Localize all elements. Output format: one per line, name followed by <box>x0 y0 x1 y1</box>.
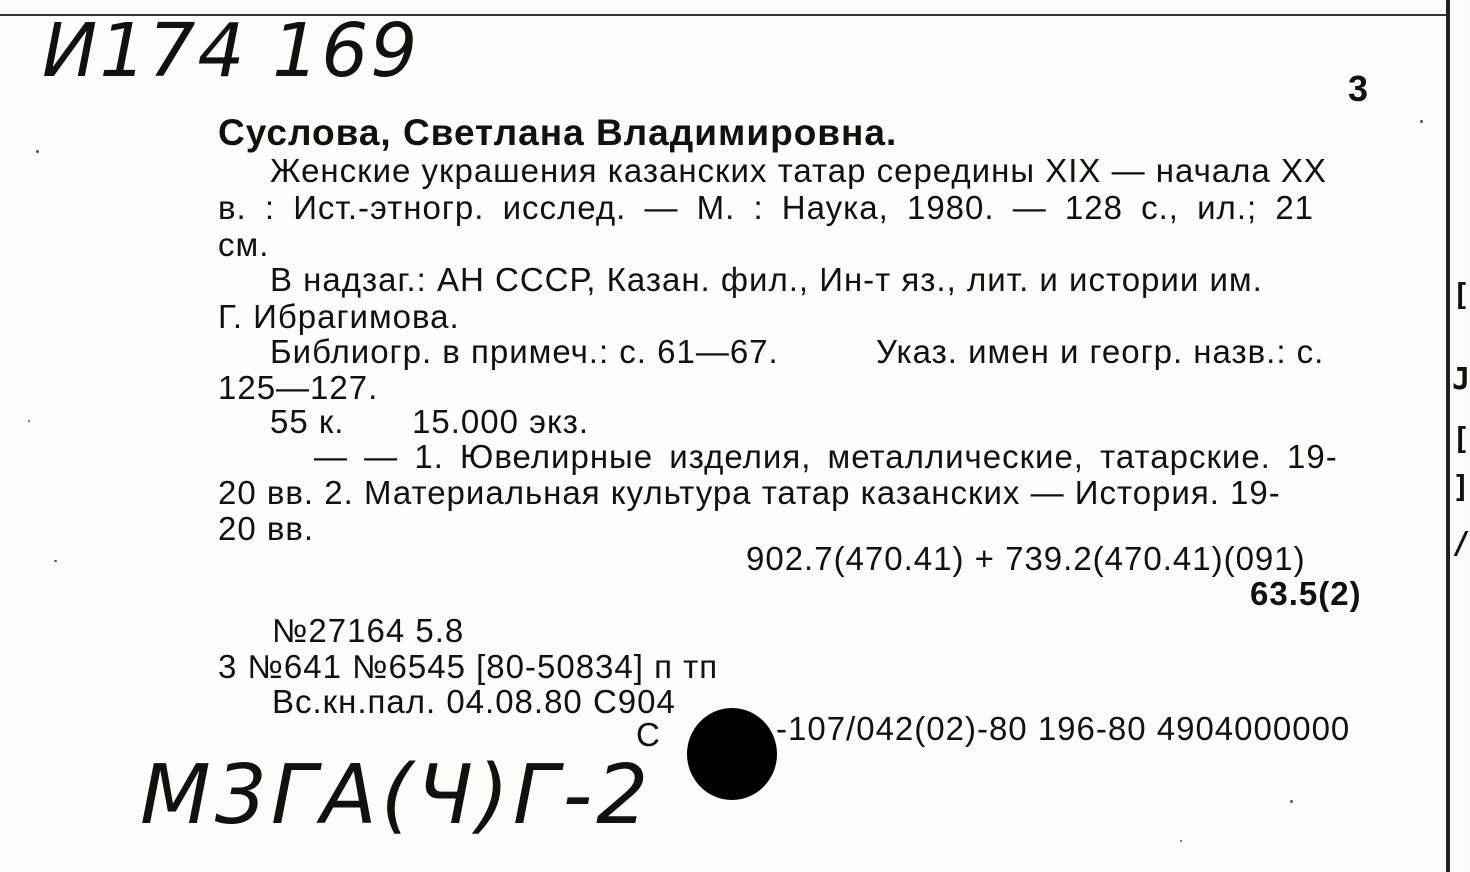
scan-speck <box>1290 800 1293 803</box>
edge-mark-1: [ <box>1452 278 1470 313</box>
description-line-1: Женские украшения казанских татар середины XIX — начала XX <box>270 152 1327 189</box>
edge-mark-3: [ <box>1452 422 1470 457</box>
udc-classification: 902.7(470.41) + 739.2(470.41)(091) <box>746 540 1306 577</box>
print-run: 15.000 экз. <box>412 403 590 440</box>
edge-mark-5: / <box>1452 526 1470 561</box>
bibliography-note: Библиогр. в примеч.: с. 61—67. <box>270 333 779 370</box>
price: 55 к. <box>270 403 345 440</box>
handwritten-shelf-code: И174 169 <box>42 8 420 94</box>
subject-line-1: — — 1. Ювелирные изделия, металлические, татарские. 19- <box>314 438 1338 475</box>
edge-mark-2: J <box>1452 362 1470 397</box>
subject-line-3: 20 вв. <box>218 510 315 547</box>
code-line: -107/042(02)-80 196-80 4904000000 <box>776 710 1351 747</box>
header-note-line-2: Г. Ибрагимова. <box>218 298 460 335</box>
edge-mark-4: ] <box>1452 470 1470 505</box>
scan-speck <box>1180 840 1182 842</box>
header-note-line-1: В надзаг.: АН СССР, Казан. фил., Ин-т яз., лит. и истории им. <box>270 261 1263 298</box>
subject-line-2: 20 вв. 2. Материальная культура татар казанских — История. 19- <box>218 474 1281 511</box>
registry-line: 3 №641 №6545 [80-50834] п тп <box>218 648 719 685</box>
ink-blot <box>687 708 777 800</box>
description-line-2: в. : Ист.-этногр. исслед. — М. : Наука, 1980. — 128 с., ил.; 21 <box>218 189 1315 226</box>
book-chamber-line: Вс.кн.пал. 04.08.80 С904 <box>272 683 676 720</box>
scan-speck <box>36 150 39 153</box>
code-prefix: С <box>636 716 661 753</box>
scan-speck <box>1420 120 1423 123</box>
scan-speck <box>28 420 30 422</box>
description-line-3: см. <box>218 226 270 263</box>
index-note: Указ. имен и геогр. назв.: с. <box>876 333 1325 370</box>
card-number: 3 <box>1348 68 1369 109</box>
author-heading: Суслова, Светлана Владимировна. <box>218 112 898 153</box>
index-pages: 125—127. <box>218 369 379 406</box>
order-number: №27164 5.8 <box>272 612 465 649</box>
card-right-border <box>1446 0 1450 872</box>
bbk-classification: 63.5(2) <box>1250 575 1362 612</box>
handwritten-classification-code: М3ГА(Ч)Г-2 <box>140 748 653 843</box>
scan-speck <box>54 560 57 562</box>
